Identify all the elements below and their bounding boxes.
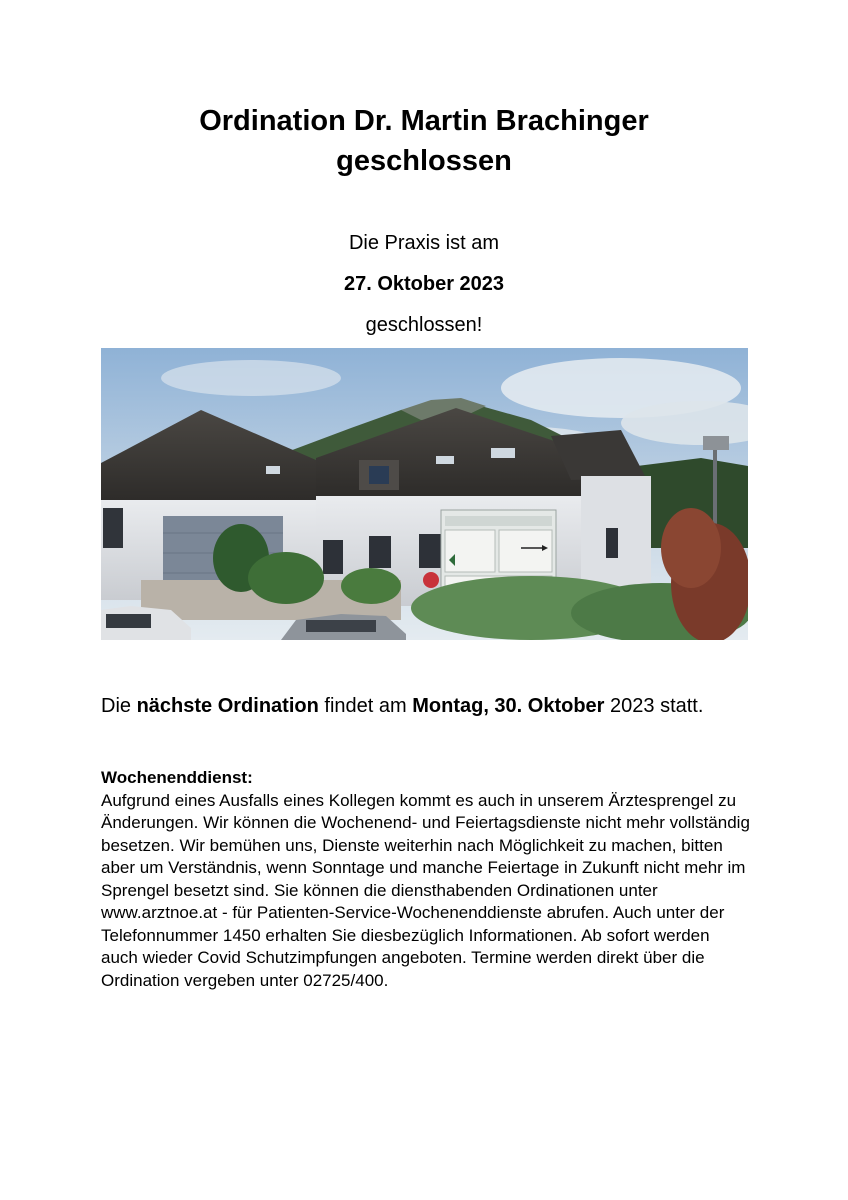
- next-ordination-text: [101, 694, 751, 719]
- weekend-service-section: [101, 767, 751, 992]
- notice-date: 27. Oktober 2023: [343, 273, 505, 295]
- next-part-2: findet am: [318, 695, 413, 717]
- next-bold-1: nächste Ordination: [136, 695, 319, 717]
- page-title: [0, 101, 848, 181]
- title-line-2: geschlossen: [336, 145, 512, 177]
- notice-line-3: geschlossen!: [365, 314, 483, 336]
- weekend-heading: Wochenenddienst:: [101, 768, 253, 787]
- clinic-building-photo: [101, 348, 748, 640]
- next-part-1: Die: [101, 695, 137, 717]
- next-part-3: 2023 statt.: [604, 695, 704, 717]
- notice-line-1: Die Praxis ist am: [348, 232, 500, 254]
- next-bold-2: Montag, 30. Oktober: [412, 695, 605, 717]
- title-line-1: Ordination Dr. Martin Brachinger: [199, 105, 649, 137]
- weekend-body: Aufgrund eines Ausfalls eines Kollegen kommt es auch in unserem Ärztesprengel zu Änderungen. Wir können die Wochenend- und Feiertagsdienste nicht mehr vollständig besetzen. Wir bemühen uns, Dienste weiterhin nach Möglichkeit zu machen, bitten aber um Verständnis, wenn Sonntage und manche Feiertage in Zukunft nicht mehr im Sprengel besetzt sind. Sie können die diensthabenden Ordinationen unter www.arztnoe.at - für Patienten-Service-Wochenenddienste abrufen. Auch unter der Telefonnummer 1450 erhalten Sie diesbezüglich Informationen. Ab sofort werden auch wieder Covid Schutzimpfungen angeboten. Termine werden direkt über die Ordination vergeben unter 02725/400.: [101, 790, 750, 990]
